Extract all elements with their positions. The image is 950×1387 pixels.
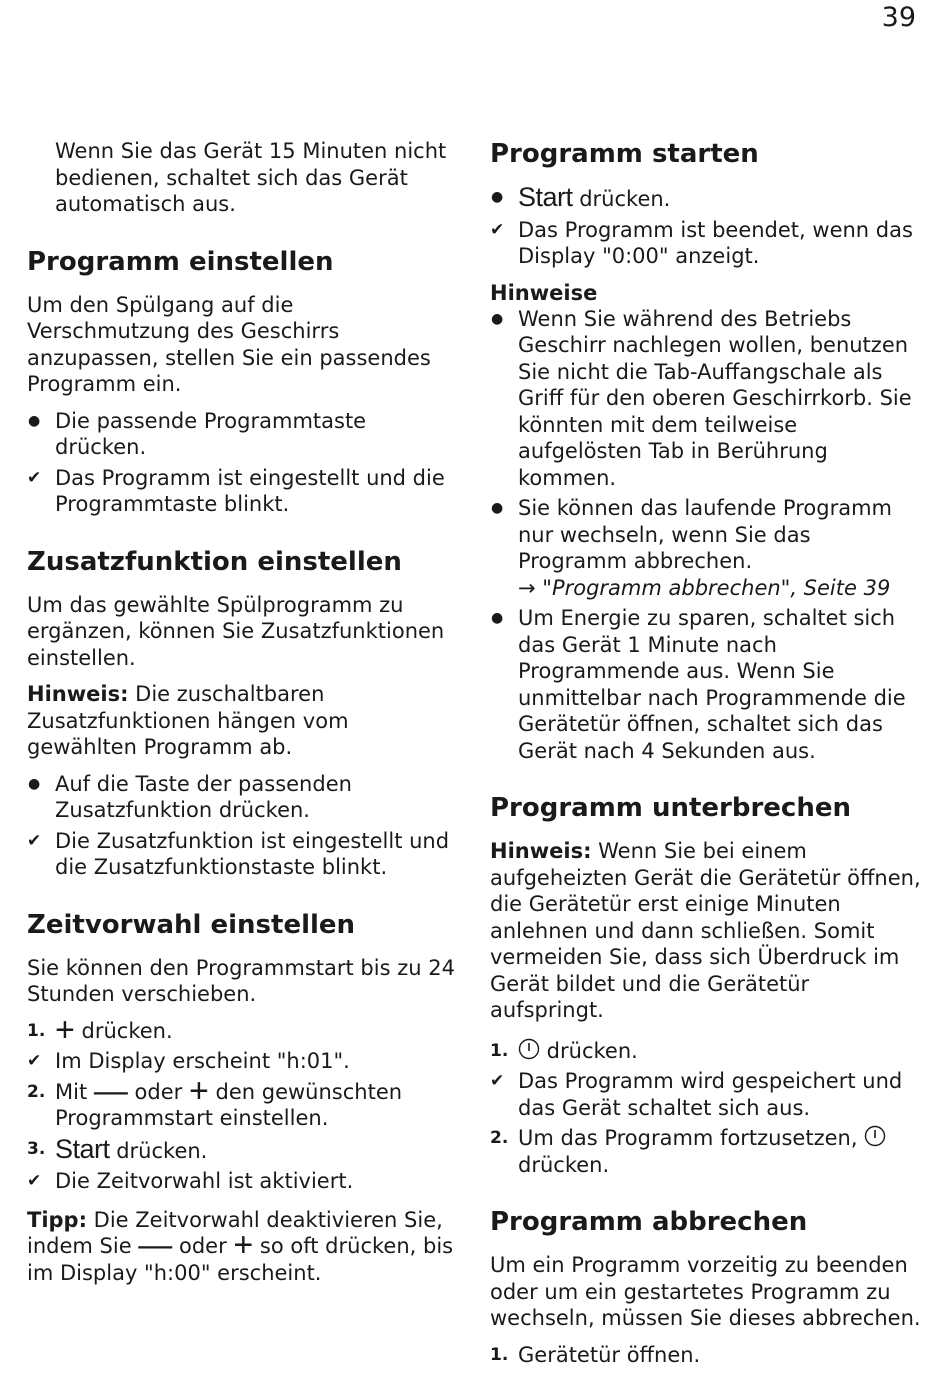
interrupt-steps xyxy=(490,1038,922,1179)
cancel-text: Um ein Programm vorzeitig zu beenden oder um ein gestartetes Programm zu wechseln, müssen Sie dieses abbrechen. xyxy=(490,1253,921,1330)
step-number: 2. xyxy=(27,1081,46,1102)
step-text: Gerätetür öffnen. xyxy=(518,1342,701,1367)
tip-label: Tipp: xyxy=(27,1207,87,1232)
notes-heading: Hinweise xyxy=(490,280,598,305)
heading-program-set: Programm einstellen xyxy=(27,246,334,277)
page-number: 39 xyxy=(881,2,916,33)
list-item xyxy=(27,1168,457,1195)
list-item xyxy=(27,1048,457,1075)
list-item xyxy=(27,828,457,881)
interrupt-note xyxy=(490,838,922,1024)
minus-icon: — xyxy=(138,1226,173,1264)
tip-text: oder xyxy=(172,1234,234,1258)
result-text: Im Display erscheint "h:01". xyxy=(55,1049,350,1073)
arrow-icon: → xyxy=(518,575,543,600)
heading-interrupt: Programm unterbrechen xyxy=(490,793,851,823)
check-icon: ✔ xyxy=(27,830,42,851)
list-item xyxy=(490,495,922,601)
check-icon: ✔ xyxy=(490,219,505,240)
list-item xyxy=(27,465,457,518)
step-text: Die passende Programmtaste drücken. xyxy=(55,408,367,459)
power-icon xyxy=(864,1125,886,1147)
start-steps xyxy=(490,184,922,270)
start-label: Start xyxy=(55,1133,110,1164)
list-item xyxy=(27,1133,457,1165)
step-text: drücken. xyxy=(109,1138,208,1163)
plus-icon: + xyxy=(188,1071,209,1110)
bullet-icon: ● xyxy=(28,412,41,429)
extra-function-note xyxy=(27,681,457,761)
list-item xyxy=(27,771,457,824)
start-label: Start xyxy=(518,182,573,212)
check-icon: ✔ xyxy=(27,1171,42,1191)
extra-function-text: Um das gewählte Spülprogramm zu ergänzen, können Sie Zusatzfunktionen einstellen. xyxy=(27,592,445,670)
list-item xyxy=(490,184,922,213)
extra-function-steps xyxy=(27,771,457,881)
bullet-icon: ● xyxy=(491,189,504,205)
note-text: Sie können das laufende Programm nur wechseln, wenn Sie das Programm abbrechen. xyxy=(518,496,892,573)
plus-icon: + xyxy=(55,1010,75,1049)
step-text: drücken. xyxy=(74,1018,173,1043)
delay-tip xyxy=(27,1207,457,1287)
step-number: 2. xyxy=(490,1128,509,1148)
list-item xyxy=(490,1038,922,1065)
step-text: oder xyxy=(127,1079,189,1104)
step-text: Mit xyxy=(55,1079,94,1104)
step-text: drücken. xyxy=(540,1038,638,1063)
result-text: Das Programm ist beendet, wenn das Display "0:00" anzeigt. xyxy=(518,217,913,268)
heading-start: Programm starten xyxy=(490,139,759,169)
note-label: Hinweis: xyxy=(490,839,592,863)
result-text: Die Zusatzfunktion ist eingestellt und die Zusatzfunktionstaste blinkt. xyxy=(55,828,450,879)
check-icon: ✔ xyxy=(27,467,42,488)
step-number: 3. xyxy=(27,1138,46,1159)
heading-delay: Zeitvorwahl einstellen xyxy=(27,909,356,940)
note-label: Hinweis: xyxy=(27,682,129,706)
tip-text: so oft drücken, bis im Display "h:00" erscheint. xyxy=(27,1234,454,1285)
delay-steps xyxy=(27,1010,457,1195)
bullet-icon: ● xyxy=(491,310,504,327)
intro-text: Wenn Sie das Gerät 15 Minuten nicht bedienen, schaltet sich das Gerät automatisch aus. xyxy=(55,139,447,216)
result-text: Die Zeitvorwahl ist aktiviert. xyxy=(55,1169,354,1193)
check-icon: ✔ xyxy=(27,1051,42,1071)
note-text: Die zuschaltbaren Zusatzfunktionen hängen vom gewählten Programm ab. xyxy=(27,682,349,759)
list-item xyxy=(490,1342,922,1369)
minus-icon: — xyxy=(93,1071,128,1110)
cancel-steps xyxy=(490,1342,922,1369)
list-item xyxy=(27,1010,457,1049)
delay-text: Sie können den Programmstart bis zu 24 Stunden verschieben. xyxy=(27,955,455,1006)
bullet-icon: ● xyxy=(491,500,504,516)
list-item xyxy=(490,1068,922,1121)
note-text: Wenn Sie bei einem aufgeheizten Gerät die Gerätetür öffnen, die Gerätetür erst einige Minuten anlehnen und dann schließen. Somit vermeiden Sie, dass sich Überdruck im Gerät bildet und die Gerätetür aufspringt. xyxy=(490,839,921,1022)
step-number: 1. xyxy=(490,1344,509,1365)
step-text: den gewünschten Programmstart einstellen. xyxy=(55,1079,403,1130)
result-text: Das Programm ist eingestellt und die Programmtaste blinkt. xyxy=(55,465,445,516)
note-text: Um Energie zu sparen, schaltet sich das Gerät 1 Minute nach Programmende aus. Wenn Sie unmittelbar nach Programmende die Gerätetür öffnen, schaltet sich das Gerät nach 4 Sekunden aus. xyxy=(518,606,906,763)
cross-reference-link[interactable]: "Programm abbrechen", Seite 39 xyxy=(542,575,891,600)
step-text: drücken. xyxy=(572,187,671,211)
list-item xyxy=(490,1125,922,1178)
list-item xyxy=(27,1071,457,1132)
step-text: Auf die Taste der passenden Zusatzfunktion drücken. xyxy=(55,771,352,822)
bullet-icon: ● xyxy=(491,610,504,626)
program-set-steps xyxy=(27,408,457,518)
list-item xyxy=(490,306,922,492)
program-set-text: Um den Spülgang auf die Verschmutzung des Geschirrs anzupassen, stellen Sie ein passendes Programm ein. xyxy=(27,292,431,396)
left-column xyxy=(27,138,457,1296)
list-item xyxy=(490,605,922,764)
bullet-icon: ● xyxy=(28,775,41,792)
check-icon: ✔ xyxy=(490,1071,505,1091)
heading-extra-function: Zusatzfunktion einstellen xyxy=(27,546,402,577)
step-number: 1. xyxy=(27,1020,46,1041)
step-text: Um das Programm fortzusetzen, xyxy=(518,1126,865,1150)
heading-cancel: Programm abbrechen xyxy=(490,1207,808,1237)
plus-icon: + xyxy=(233,1226,254,1264)
power-icon xyxy=(518,1038,540,1060)
tip-text: Die Zeitvorwahl deaktivieren Sie, indem Sie xyxy=(27,1207,443,1258)
notes-list xyxy=(490,306,922,765)
step-text: drücken. xyxy=(518,1152,610,1177)
list-item xyxy=(490,217,922,270)
list-item xyxy=(27,408,457,461)
note-text: Wenn Sie während des Betriebs Geschirr nachlegen wollen, benutzen Sie nicht die Tab-Auffangschale als Griff für den oberen Geschirrkorb. Sie könnten mit dem teilweise aufgelösten Tab in Berührung kommen. xyxy=(518,306,912,490)
result-text: Das Programm wird gespeichert und das Gerät schaltet sich aus. xyxy=(518,1069,903,1120)
step-number: 1. xyxy=(490,1040,509,1061)
right-column xyxy=(490,138,922,1372)
